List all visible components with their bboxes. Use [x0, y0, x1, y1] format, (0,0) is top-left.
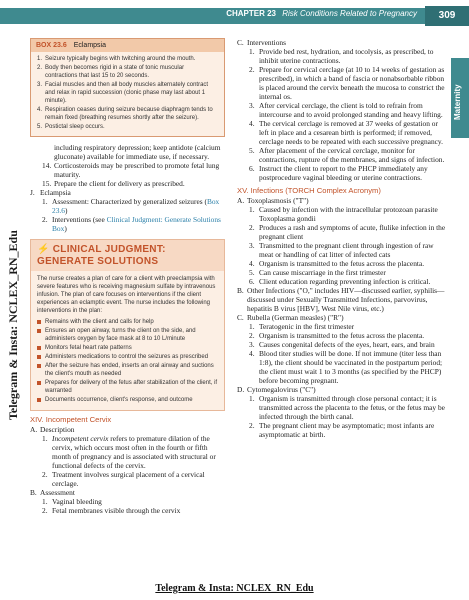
- item-number: J.: [30, 188, 35, 197]
- item-text: [52, 197, 225, 215]
- item-text: Instruct the client to report to the PHCP immediately any postprocedure vaginal bleeding or uterine contractions.: [259, 164, 428, 182]
- item-number: D.: [237, 385, 245, 394]
- footer-watermark: Telegram & Insta: NCLEX_RN_Edu: [155, 583, 314, 594]
- list-item: [37, 55, 218, 63]
- item-text: [52, 215, 225, 233]
- item-text: Administers medications to control the seizures as prescribed: [45, 354, 209, 360]
- item-text: Prepares for delivery of the fetus after stabilization of the client, if warranted: [45, 380, 218, 394]
- list-item: [237, 119, 447, 146]
- item-number: B.: [30, 488, 37, 497]
- list-item: [30, 188, 225, 197]
- item-number: 5.: [249, 146, 255, 155]
- clinical-judgment-body: [31, 271, 224, 410]
- item-text: Teratogenic in the first trimester: [259, 322, 355, 331]
- list-item: [237, 421, 447, 439]
- list-item: [237, 349, 447, 385]
- item-number: 1.: [42, 197, 48, 206]
- square-bullet-icon: [37, 381, 41, 385]
- list-item: [30, 161, 225, 179]
- item-number: 3.: [249, 101, 255, 110]
- list-item: [237, 277, 447, 286]
- item-text: Postictal sleep occurs.: [45, 124, 105, 130]
- item-number: 2.: [249, 223, 255, 232]
- list-item: [37, 396, 218, 404]
- item-text-rest: refers to premature dilation of the cervix, which occurs most often in the fourth or fifth month of pregnancy and is associated with structural or functional defects of the cervix.: [52, 434, 216, 470]
- list-item: [237, 268, 447, 277]
- list-item: [237, 322, 447, 331]
- item-text: Fetal membranes visible through the cervix: [52, 506, 181, 515]
- item-number: A.: [237, 196, 245, 205]
- item-text: Facial muscles and then all body muscles alternately contract and relax in rapid succession (clonic phase may last about 1 minute).: [45, 82, 209, 104]
- left-watermark: Telegram & Insta: NCLEX_RN_Edu: [6, 230, 20, 420]
- item-text: Interventions: [247, 38, 286, 47]
- item-text: After placement of the cervical cerclage, monitor for contractions, rupture of the membranes, and signs of infection.: [259, 146, 445, 164]
- list-item: [37, 123, 218, 131]
- cj-title-text1: CLINICAL JUDGMENT:: [52, 244, 166, 255]
- item-number: 4.: [249, 349, 255, 358]
- list-item: [37, 362, 218, 378]
- item-text: Transmitted to the pregnant client through ingestion of raw meat or handling of cat litter of infected cats: [259, 241, 434, 259]
- list-item: [237, 241, 447, 259]
- item-text: Description: [40, 425, 75, 434]
- item-number: 4.: [37, 107, 43, 113]
- box-link[interactable]: Box 23.6: [52, 197, 220, 215]
- list-item: [37, 318, 218, 326]
- item-number: 2.: [37, 65, 43, 71]
- item-number: B.: [237, 286, 244, 295]
- chapter-number: CHAPTER 23: [226, 9, 277, 18]
- right-column: [237, 38, 447, 439]
- item-text-post: ): [64, 224, 67, 233]
- eclampsia-box: [30, 38, 225, 137]
- square-bullet-icon: [37, 346, 41, 350]
- item-text: Produces a rash and symptoms of acute, flulike infection in the pregnant client: [259, 223, 446, 241]
- box-heading: [31, 39, 224, 52]
- list-item: [237, 394, 447, 421]
- list-item: [30, 470, 225, 488]
- item-number: 3.: [37, 82, 43, 88]
- list-item: [37, 64, 218, 80]
- item-number: 15.: [42, 179, 52, 188]
- item-number: 1.: [42, 434, 48, 443]
- box-list: [31, 52, 224, 136]
- item-text: After cervical cerclage, the client is told to refrain from intercourse and to avoid prolonged standing and heavy lifting.: [259, 101, 443, 119]
- list-item: [237, 340, 447, 349]
- incompetent-cervix-section: [30, 415, 225, 515]
- item-number: 4.: [249, 119, 255, 128]
- item-number: 1.: [249, 394, 255, 403]
- list-item: [237, 331, 447, 340]
- item-text: Client education regarding preventing infection is critical.: [259, 277, 431, 286]
- continued-text: including respiratory depression; keep antidote (calcium gluconate) available for immediate use, if necessary.: [54, 143, 221, 161]
- cj-list: [37, 318, 218, 404]
- item-number: 3.: [249, 241, 255, 250]
- item-number: 6.: [249, 277, 255, 286]
- item-text-pre: Interventions (see: [52, 215, 107, 224]
- square-bullet-icon: [37, 364, 41, 368]
- item-text: Seizure typically begins with twitching around the mouth.: [45, 56, 196, 62]
- square-bullet-icon: [37, 329, 41, 333]
- item-number: A.: [30, 425, 38, 434]
- item-number: 2.: [249, 421, 255, 430]
- list-item: [237, 47, 447, 65]
- clinical-judgment-heading: [31, 240, 224, 271]
- item-text: Monitors fetal heart rate patterns: [45, 345, 132, 351]
- chapter-heading: [226, 9, 417, 18]
- item-text: Other Infections ("O," includes HIV—discussed earlier, syphilis—discussed under Sexually Transmitted Infections, parvovirus, hepatitis B virus [HBV], West Nile virus, etc.): [247, 286, 445, 313]
- item-text: Assessment: [40, 488, 75, 497]
- list-item: [37, 327, 218, 343]
- clinical-judgment-box: [30, 239, 225, 411]
- section-heading: XV. Infections (TORCH Complex Acronym): [237, 186, 381, 195]
- item-number: 5.: [249, 268, 255, 277]
- list-item: [37, 106, 218, 122]
- list-item: [30, 197, 225, 215]
- item-text: Prepare for cervical cerclage (at 10 to 14 weeks of gestation as prescribed), in which a band of fascia or nonabsorbable ribbon is placed around the cervix beneath the mucosa to constrict the internal os.: [259, 65, 445, 101]
- item-text: Eclampsia: [40, 188, 71, 197]
- list-item: [237, 101, 447, 119]
- list-item: [30, 425, 225, 434]
- item-text: [52, 434, 225, 470]
- term-emphasis: Incompetent cervix: [52, 434, 109, 443]
- list-item: [237, 146, 447, 164]
- list-item: [237, 164, 447, 182]
- list-item: [30, 215, 225, 233]
- item-number: 2.: [42, 215, 48, 224]
- cj-title-line1: [37, 244, 218, 256]
- item-text: The cervical cerclage is removed at 37 weeks of gestation or left in place and a cesarean birth is performed; if removed, cerclage needs to be repeated with each successive pregnancy.: [259, 119, 443, 146]
- item-text-pre: Assessment: Characterized by generalized seizures (: [52, 197, 207, 206]
- item-text: The pregnant client may be asymptomatic; most infants are asymptomatic at birth.: [259, 421, 435, 439]
- item-number: 1.: [249, 322, 255, 331]
- list-item: [237, 205, 447, 223]
- item-text: Respiration ceases during seizure because diaphragm tends to remain fixed (breathing resumes shortly after the seizure).: [45, 107, 213, 121]
- list-item: [237, 286, 447, 313]
- item-number: 4.: [249, 259, 255, 268]
- chapter-title: Risk Conditions Related to Pregnancy: [282, 9, 417, 18]
- item-number: C.: [237, 313, 244, 322]
- square-bullet-icon: [37, 320, 41, 324]
- item-text: Organism is transmitted to the fetus across the placenta.: [259, 331, 425, 340]
- item-text: Cytomegalovirus ("C"): [247, 385, 316, 394]
- item-text: Caused by infection with the intracellular protozoan parasite Toxoplasma gondii: [259, 205, 438, 223]
- item-number: 1.: [249, 205, 255, 214]
- item-text: Corticosteroids may be prescribed to promote fetal lung maturity.: [54, 161, 220, 179]
- item-number: 3.: [249, 340, 255, 349]
- page-header: [0, 0, 469, 30]
- lightning-icon: ⚡: [37, 244, 50, 255]
- item-number: 1.: [249, 47, 255, 56]
- maternity-side-tab: [451, 58, 469, 138]
- item-text: Body then becomes rigid in a state of tonic muscular contractions that last 15 to 20 seconds.: [45, 65, 185, 79]
- cj-title-line2: GENERATE SOLUTIONS: [37, 256, 159, 267]
- item-text: Documents occurrence, client's response, and outcome: [45, 397, 193, 403]
- list-item: [237, 38, 447, 47]
- item-text: Remains with the client and calls for help: [45, 319, 154, 325]
- square-bullet-icon: [37, 398, 41, 402]
- list-item: [37, 81, 218, 105]
- left-column: [30, 38, 225, 515]
- list-item: [237, 385, 447, 394]
- side-tab-label: Maternity: [453, 84, 462, 120]
- item-text-post: ): [64, 206, 68, 215]
- item-number: 2.: [42, 470, 48, 479]
- item-text: Organism is transmitted through close personal contact; it is transmitted across the placenta to the fetus, or the fetus may be infected through the birth canal.: [259, 394, 445, 421]
- list-item: [30, 506, 225, 515]
- square-bullet-icon: [37, 355, 41, 359]
- item-number: 1.: [37, 56, 43, 62]
- box-title: Eclampsia: [73, 42, 106, 49]
- item-text: Provide bed rest, hydration, and tocolysis, as prescribed, to inhibit uterine contractions.: [259, 47, 434, 65]
- item-number: 2.: [42, 506, 48, 515]
- section-heading: XIV. Incompetent Cervix: [30, 415, 112, 424]
- item-number: 1.: [42, 497, 48, 506]
- list-item: [30, 497, 225, 506]
- item-text: Prepare the client for delivery as prescribed.: [54, 179, 185, 188]
- item-text: Blood titer studies will be done. If not immune (titer less than 1:8), the client should be vaccinated in the postpartum period; the client must wait 1 to 3 months (as specified by the PHCP) before becoming pregnant.: [259, 349, 443, 385]
- item-text: Ensures an open airway, turns the client on the side, and administers oxygen by face mask at 8 to 10 L/minute: [45, 328, 196, 342]
- item-text: Vaginal bleeding: [52, 497, 102, 506]
- list-item: [37, 379, 218, 395]
- box-label: BOX 23.6: [36, 42, 67, 49]
- eclampsia-text: [30, 143, 225, 233]
- list-item: [30, 179, 225, 188]
- list-item: [237, 65, 447, 101]
- item-text: After the seizure has ended, inserts an oral airway and suctions the client's mouth as needed: [45, 363, 214, 377]
- item-number: 2.: [249, 65, 255, 74]
- cj-intro: The nurse creates a plan of care for a client with preeclampsia with severe features who is receiving magnesium sulfate by intravenous infusion. The plan of care focuses on interventions if the client experiences an eclamptic event. The nurse includes the following interventions in the plan:: [37, 276, 216, 314]
- item-number: 14.: [42, 161, 52, 170]
- list-item: [37, 353, 218, 361]
- item-text: Causes congenital defects of the eyes, heart, ears, and brain: [259, 340, 435, 349]
- clinical-judgment-link[interactable]: Clinical Judgment: Generate Solutions Box: [52, 215, 221, 233]
- item-number: 5.: [37, 124, 43, 130]
- list-item: [30, 488, 225, 497]
- item-text: Can cause miscarriage in the first trimester: [259, 268, 386, 277]
- item-text: Treatment involves surgical placement of a cervical cerclage.: [52, 470, 205, 488]
- item-number: 2.: [249, 331, 255, 340]
- list-item: [237, 196, 447, 205]
- list-item: [237, 223, 447, 241]
- item-number: C.: [237, 38, 244, 47]
- item-text: Toxoplasmosis ("T"): [247, 196, 309, 205]
- page-number: 309: [425, 6, 469, 26]
- list-item: [237, 313, 447, 322]
- item-text: Rubella (German measles) ("R"): [247, 313, 344, 322]
- item-text: Organism is transmitted to the fetus across the placenta.: [259, 259, 425, 268]
- list-item: [37, 344, 218, 352]
- list-item: [237, 259, 447, 268]
- item-number: 6.: [249, 164, 255, 173]
- list-item: [30, 434, 225, 470]
